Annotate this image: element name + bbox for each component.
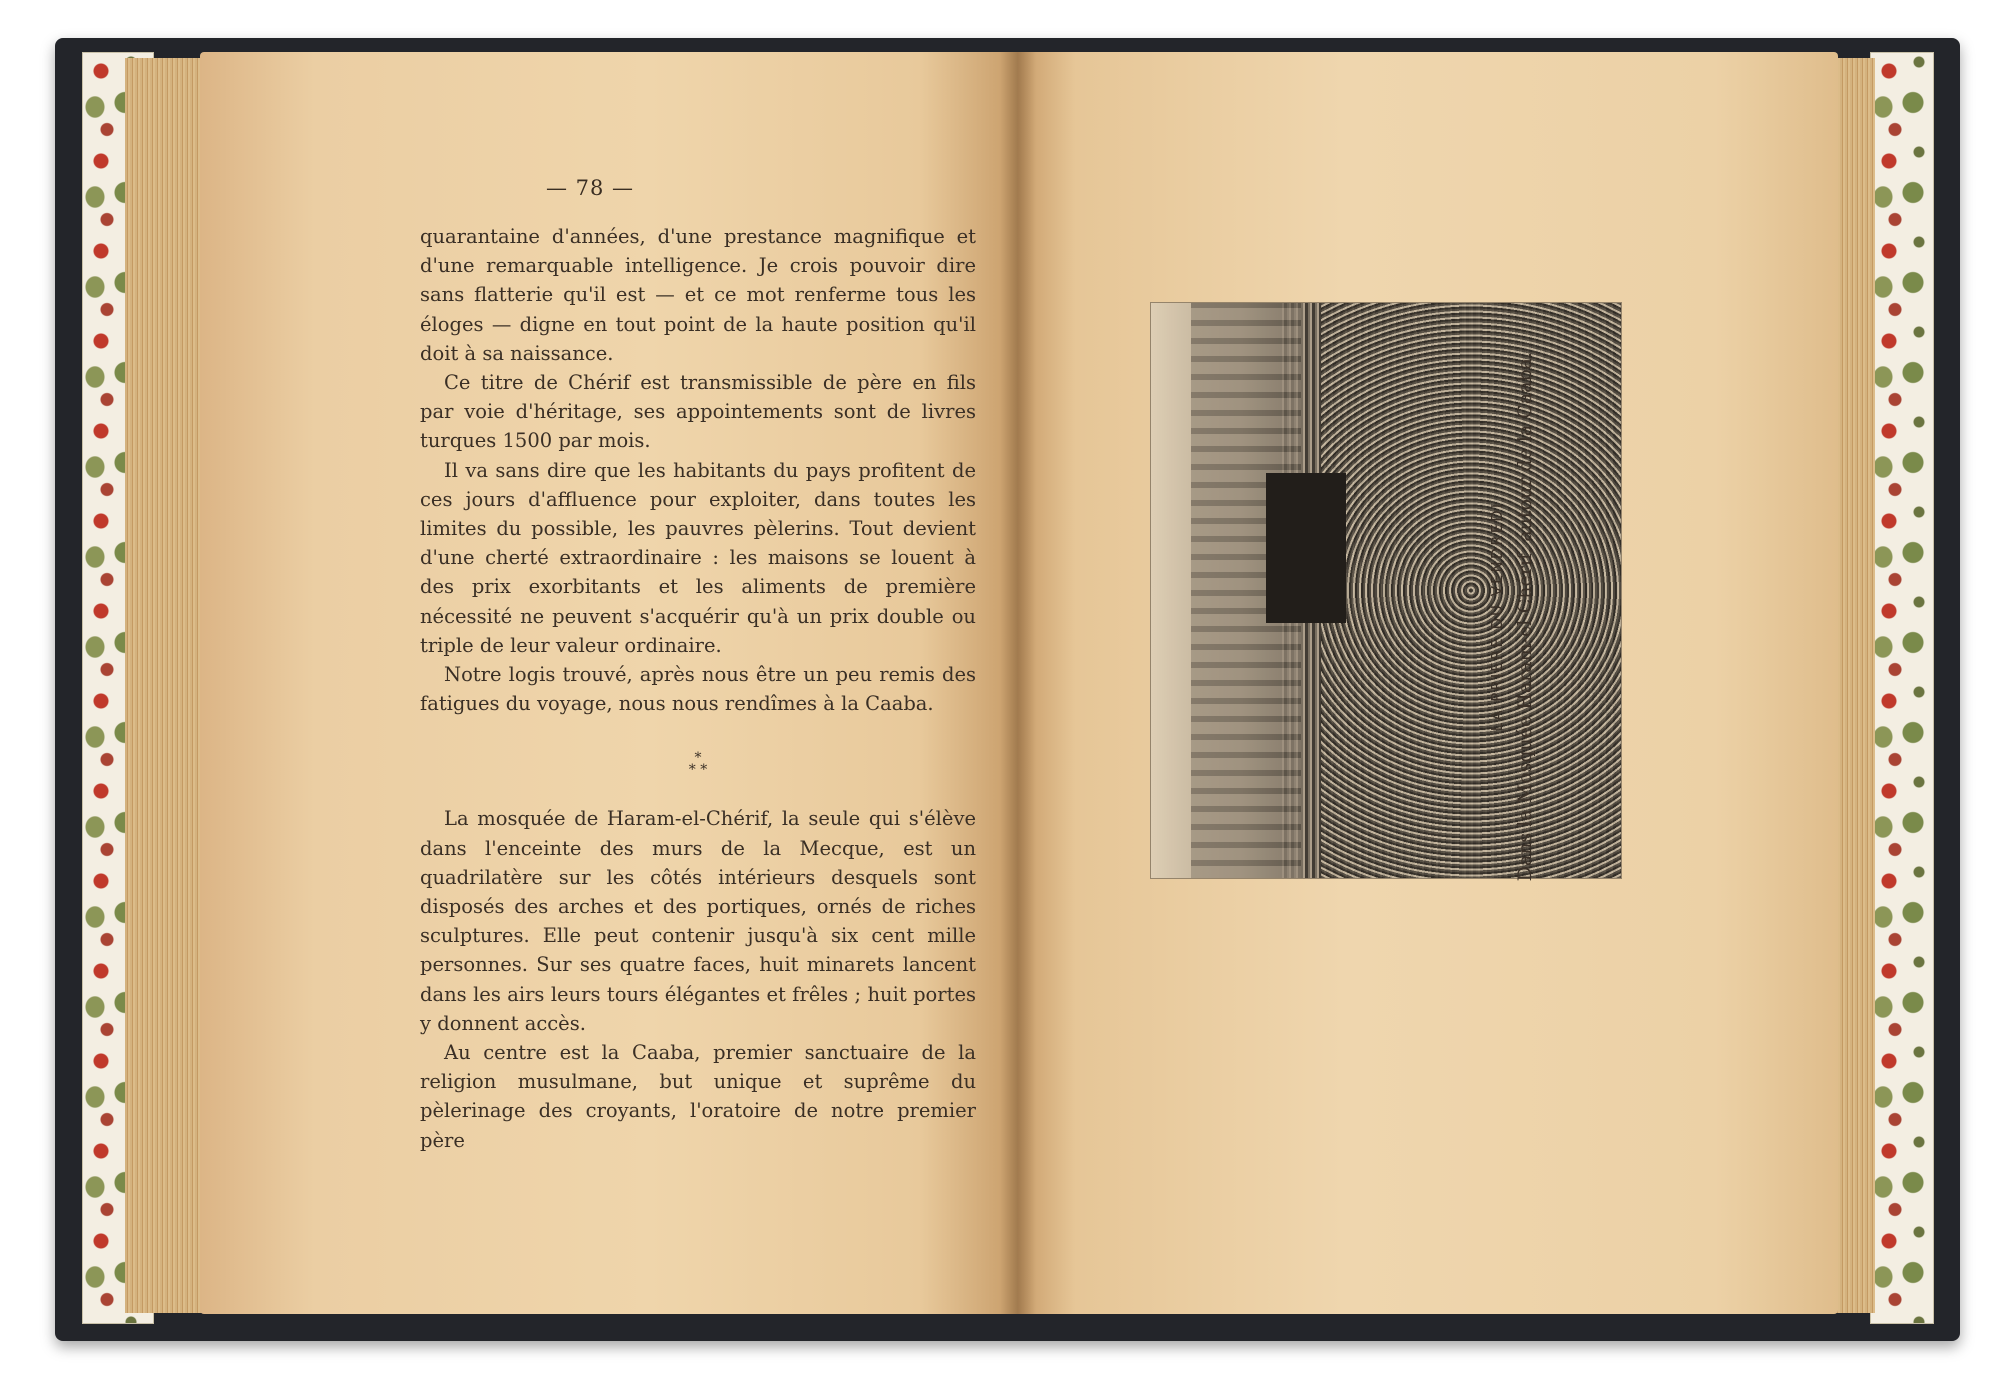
asterism-bottom: * *	[688, 762, 708, 779]
asterism	[420, 750, 976, 779]
caption-title: LA PRIÈRE DU VENDREDI	[1488, 501, 1506, 732]
paragraph: quarantaine d'années, d'une prestance magnifique et d'une remarquable intelligence. Je crois pouvoir dire sans flatterie qu'il est — et ce mot renferme tous les éloges — digne en tout point de la haute position qu'il doit à sa naissance.	[420, 225, 976, 365]
page-edges-left	[125, 58, 205, 1313]
photo-caption	[1488, 352, 1536, 881]
asterism-top: *	[694, 750, 702, 767]
paragraph: Ce titre de Chérif est transmissible de père en fils par voie d'héritage, ses appointements sont de livres turques 1500 par mois.	[420, 371, 976, 453]
photo-crowd	[1321, 303, 1621, 878]
paragraph: La mosquée de Haram-el-Chérif, la seule qui s'élève dans l'enceinte des murs de la Mecque, est un quadrilatère sur les côtés intérieurs desquels sont disposés des arches et des portiques, ornés de riches sculptures. Elle peut contenir jusqu'à six cent mille personnes. Sur ses quatre faces, huit minarets lancent dans les airs leurs tours élégantes et frêles ; huit portes y donnent accès.	[420, 807, 976, 1035]
paragraph: Il va sans dire que les habitants du pays profitent de ces jours d'affluence pour exploiter, dans toutes les limites du possible, les pauvres pèlerins. Tout devient d'une cherté extraordinaire : les maisons se louent à des prix exorbitants et les aliments de première nécessité ne peuvent s'acquérir qu'à un prix double ou triple de leur valeur ordinaire.	[420, 458, 976, 657]
mosque-photograph	[1150, 302, 1622, 882]
endpaper-right	[1870, 52, 1934, 1324]
right-page	[1018, 52, 1838, 1314]
paragraph: Au centre est la Caaba, premier sanctuaire de la religion musulmane, but unique et suprême du pèlerinage des croyants, l'oratoire de notre premier père	[420, 1041, 976, 1152]
caption-subtitle: Dans la Mosquée Haram-el-Chérif, autour de la Caaba.	[1514, 352, 1536, 882]
paragraph: Notre logis trouvé, après nous être un peu remis des fatigues du voyage, nous nous rendîmes à la Caaba.	[420, 663, 976, 716]
photo-kaaba	[1266, 473, 1346, 623]
left-page	[200, 52, 1018, 1314]
page-number: — 78 —	[545, 176, 635, 200]
body-text	[420, 222, 976, 1155]
book-gutter	[1000, 52, 1036, 1314]
